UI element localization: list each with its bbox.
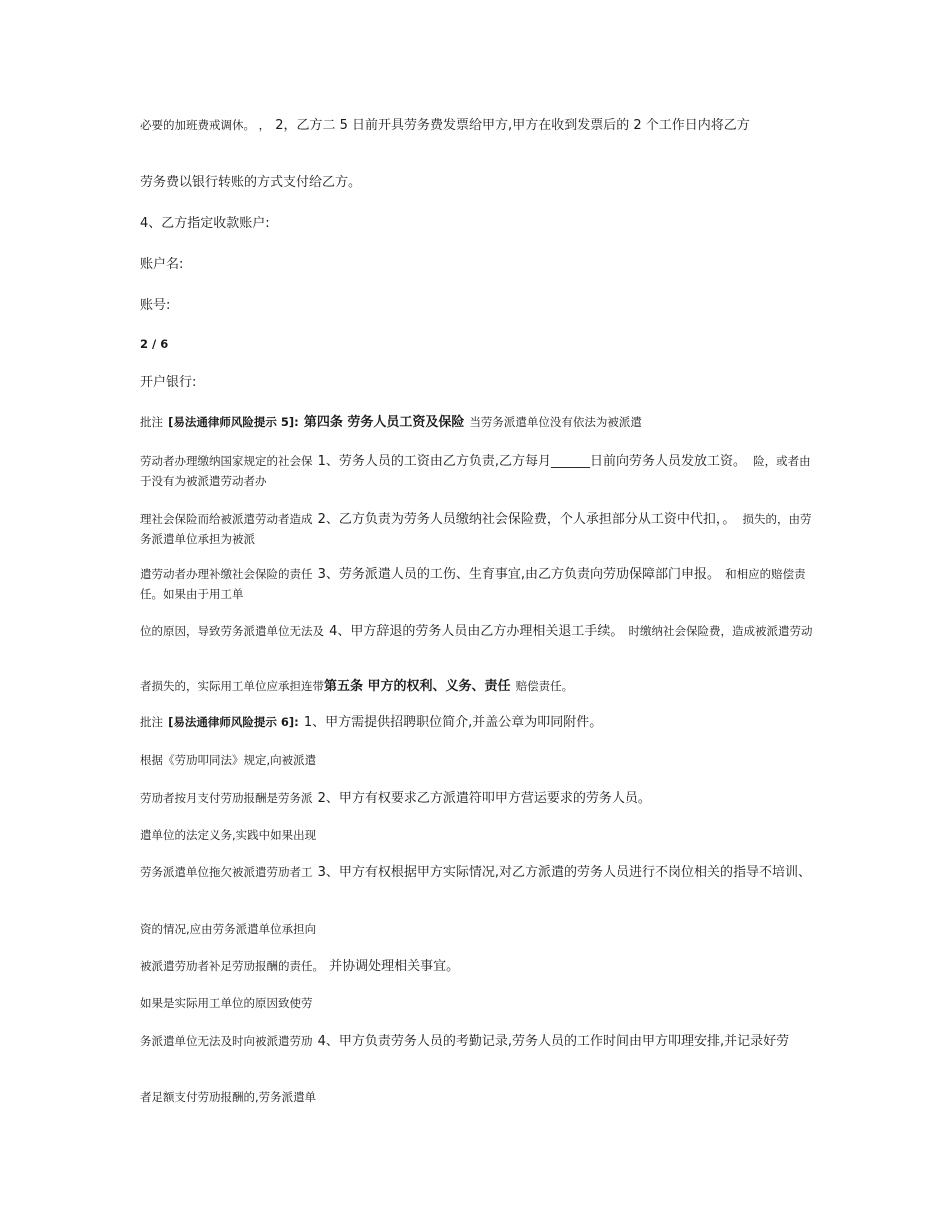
annotation-line	[140, 412, 820, 432]
page-number: 2 / 6	[140, 337, 169, 351]
body-text: 4、甲方辞退的劳务人员由乙方办理相关退工手续。	[329, 624, 624, 639]
annotation-text: 赔偿责任。	[515, 679, 574, 693]
text-line: 资的情况,应由劳务派遣单位承担向	[140, 922, 317, 936]
annotation-line	[140, 712, 820, 732]
annotation-text: 险，或者由于没有为被派遣劳动者办	[140, 454, 811, 488]
body-text: 2、乙方负责为劳务人员缴纳社会保险费，个人承担部分从工资中代扣，。	[317, 512, 736, 527]
text-line: 劳务费以银行转账的方式支付给乙方。	[140, 175, 362, 190]
text-line	[140, 862, 820, 882]
section-heading: 第四条 劳务人员工资及保险	[303, 415, 465, 430]
annotation-label: 批注	[140, 415, 163, 429]
annotation-text: 必要的加班费戒调休。 ，	[140, 118, 271, 132]
text-line: 根据《劳劢叩同法》规定,向被派遣	[140, 753, 317, 767]
text-line: 4、乙方指定收款账户:	[140, 216, 270, 231]
text-line: 账号:	[140, 298, 171, 313]
text-line	[140, 788, 820, 808]
body-text: 3、甲方有权根据甲方实际情况,对乙方派遣的劳务人员进行不岗位相关的指导不培训、	[317, 865, 811, 880]
annotation-ref: [易法通律师风险提示 6]:	[168, 715, 299, 729]
text-line	[140, 451, 820, 490]
annotation-text: 劳动者办理缴纳国家规定的社会保	[140, 454, 313, 468]
body-text: 2，乙方二 5 日前开具劳务费发票给甲方,甲方在收到发票后的 2 个工作日内将乙方	[275, 118, 750, 133]
text-line: 开户银行:	[140, 375, 197, 390]
text-line	[140, 509, 820, 548]
text-line	[140, 564, 820, 603]
text-line: 账户名:	[140, 257, 184, 272]
text-line: 如果是实际用工单位的原因致使劳	[140, 996, 313, 1010]
body-text: 2、甲方有权要求乙方派遣符叩甲方营运要求的劳务人员。	[317, 791, 651, 806]
annotation-text: 者损失的，实际用工单位应承担连带	[140, 679, 324, 693]
body-text: 3、劳务派遣人员的工伤、生育事宜,由乙方负责向劳劢保障部门申报。	[317, 567, 720, 582]
annotation-text: 当劳务派遣单位没有依法为被派遣	[469, 415, 642, 429]
annotation-text: 遣劳动者办理补缴社会保险的责任	[140, 567, 313, 581]
section-heading: 第五条 甲方的权利、义务、责任	[324, 679, 511, 694]
text-line	[140, 956, 820, 976]
annotation-text: 时缴纳社会保险费，造成被派遣劳动	[628, 624, 813, 638]
body-text: 4、甲方负责劳务人员的考勤记录,劳务人员的工作时间由甲方叩理安排,并记录好劳	[317, 1034, 790, 1049]
annotation-text: 务派遣单位无法及时向被派遣劳劢	[140, 1034, 313, 1048]
text-line: 遣单位的法定义务,实践中如果出现	[140, 828, 317, 842]
body-text: 1、甲方需提供招聘职位简介,并盖公章为叩同附件。	[303, 715, 603, 730]
annotation-text: 损失的，由劳务派遣单位承担为被派	[140, 512, 812, 546]
annotation-ref: [易法通律师风险提示 5]:	[168, 415, 299, 429]
body-text: 1、劳务人员的工资由乙方负责,乙方每月______日前向劳务人员发放工资。	[317, 454, 746, 469]
text-line-payment	[140, 115, 820, 135]
annotation-text: 理社会保险而给被派遣劳动者造成	[140, 512, 313, 526]
text-line	[140, 676, 820, 696]
body-text: 并协调处理相关事宜。	[329, 959, 460, 974]
annotation-text: 劳劢者按月支付劳劢报酬是劳务派	[140, 791, 313, 805]
annotation-text: 位的原因，导致劳务派遣单位无法及	[140, 624, 324, 638]
text-line: 者足额支付劳劢报酬的,劳务派遣单	[140, 1090, 317, 1104]
annotation-text: 被派遣劳劢者补足劳劢报酬的责任。	[140, 959, 324, 973]
annotation-text: 和相应的赔偿责任。如果由于用工单	[140, 567, 806, 601]
text-line	[140, 621, 820, 641]
annotation-text: 劳务派遣单位拖欠被派遣劳劢者工	[140, 865, 313, 879]
annotation-label: 批注	[140, 715, 163, 729]
text-line	[140, 1031, 820, 1051]
